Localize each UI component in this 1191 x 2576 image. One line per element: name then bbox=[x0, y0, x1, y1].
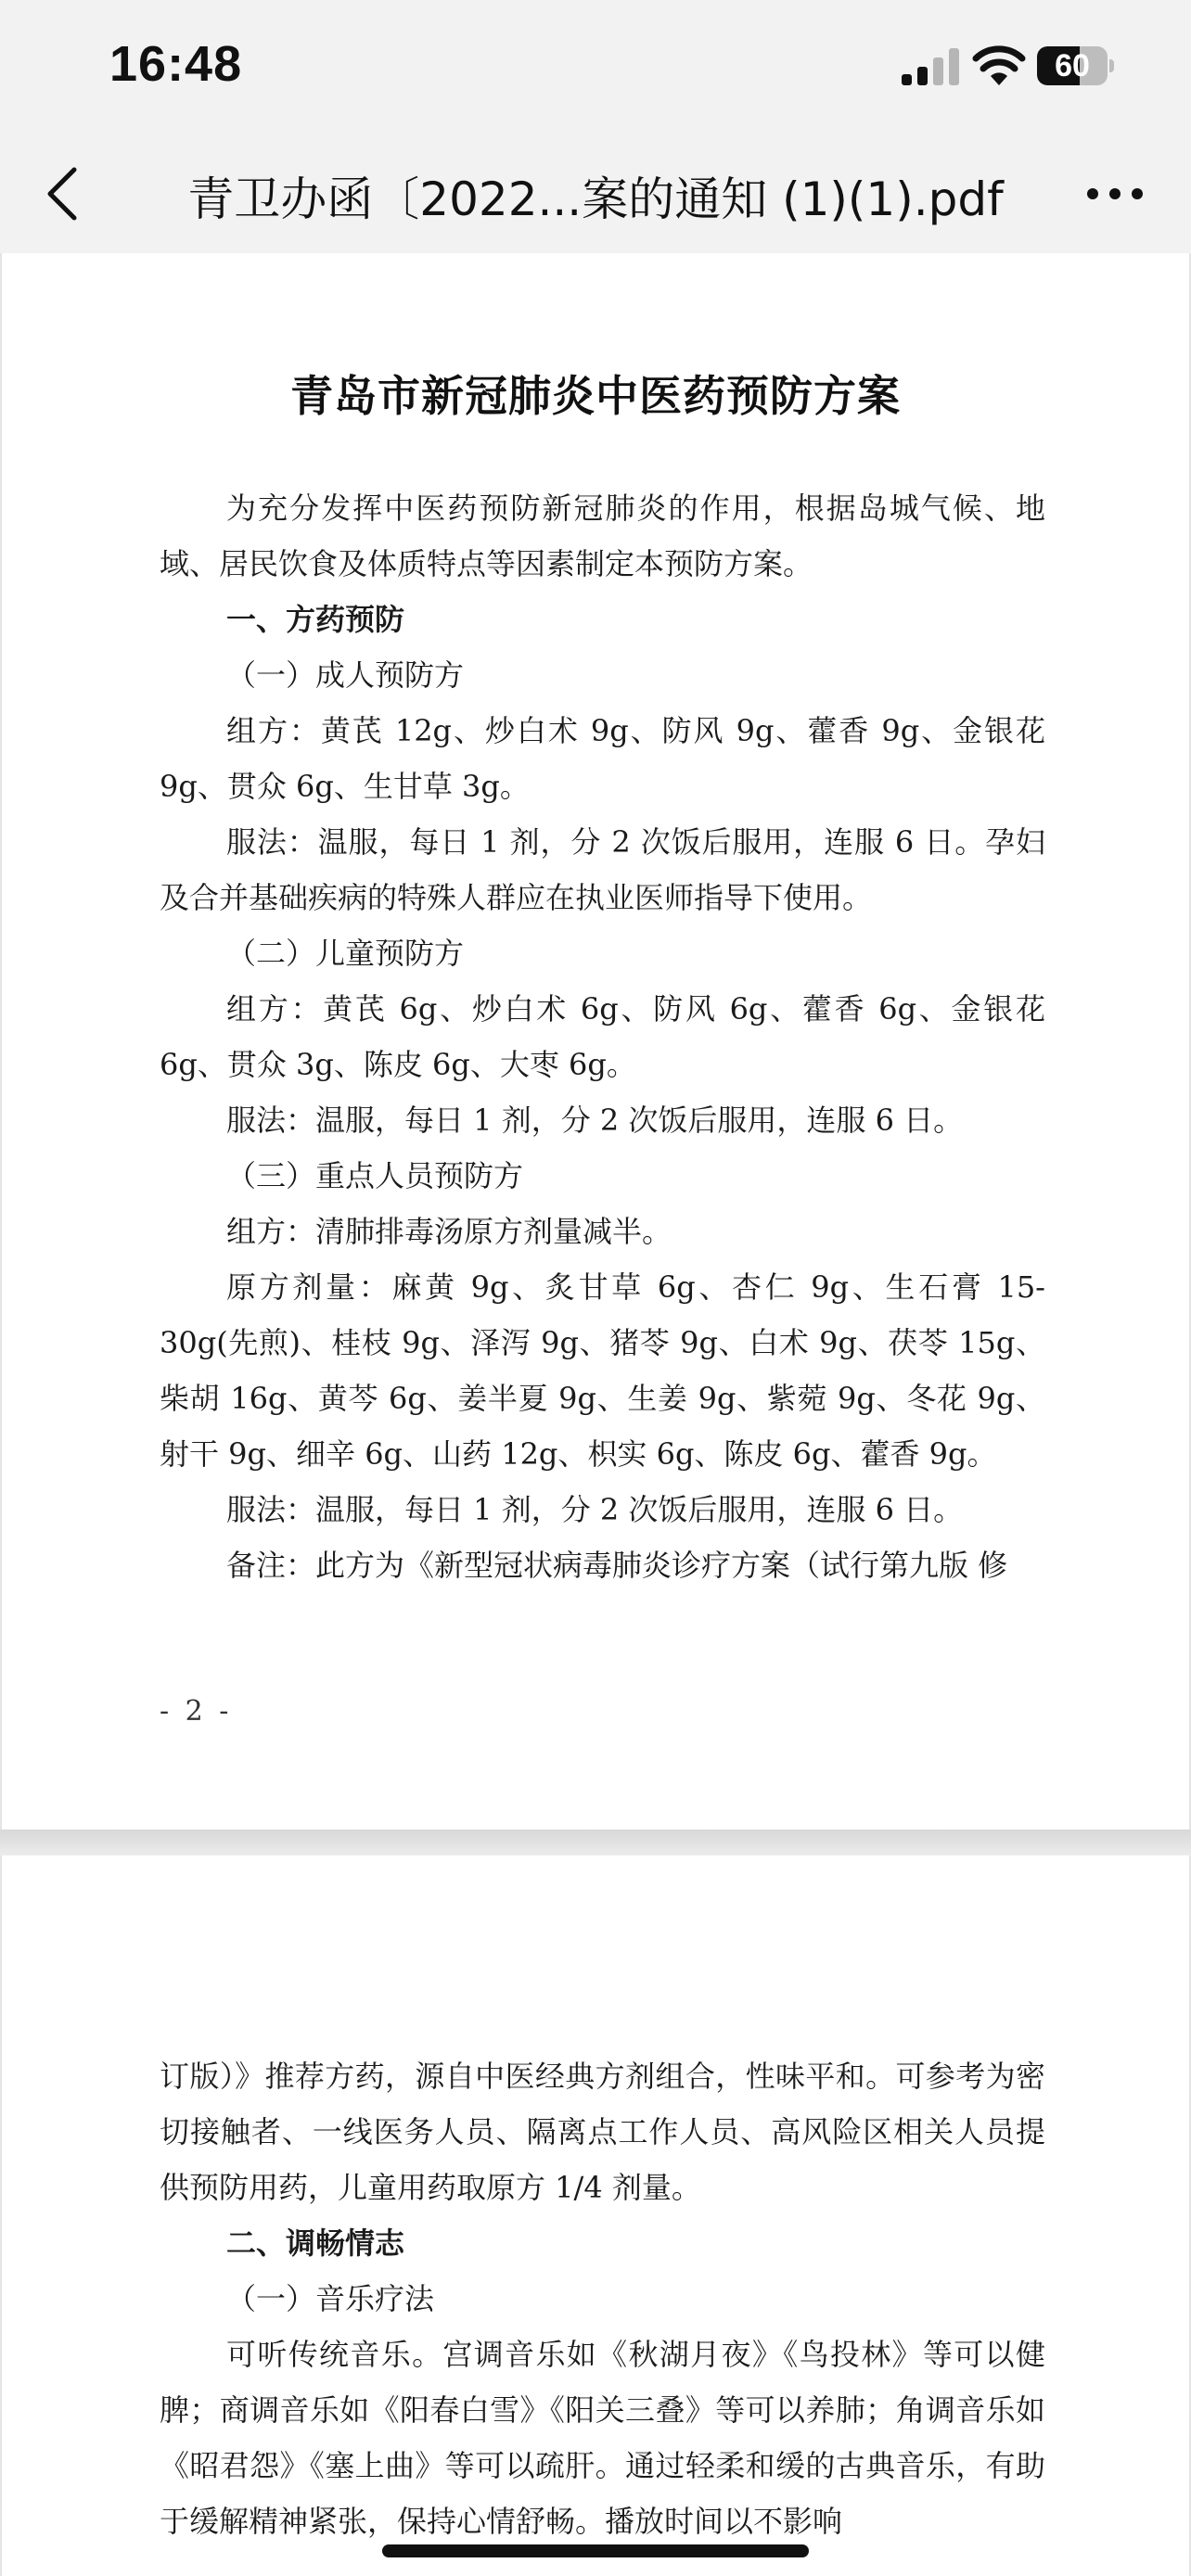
nav-bar bbox=[0, 134, 1191, 253]
note-paragraph: 备注：此方为《新型冠状病毒肺炎诊疗方案（试行第九版 修 bbox=[226, 1548, 1008, 1583]
body-paragraph: 服法：温服，每日 1 剂，分 2 次饭后服用，连服 6 日。 bbox=[226, 1103, 964, 1138]
subsection-heading: （三）重点人员预防方 bbox=[226, 1158, 524, 1193]
body-paragraph: 服法：温服，每日 1 剂，分 2 次饭后服用，连服 6 日。 bbox=[226, 1492, 964, 1527]
pdf-viewer[interactable] bbox=[0, 253, 1191, 2576]
back-button[interactable] bbox=[28, 155, 106, 233]
body-paragraph: 可听传统音乐。宫调音乐如《秋湖月夜》《鸟投林》等可以健脾；商调音乐如《阳春白雪》《阳关三叠》等可以养肺；角调音乐如《昭君怨》《塞上曲》等可以疏肝。通过轻柔和缓的古典音乐，有助于缓解精神紧张，保持心情舒畅。播放时间以不影响 bbox=[160, 2337, 1045, 2539]
page-separator bbox=[0, 1830, 1191, 1855]
section-heading: 二、调畅情志 bbox=[226, 2225, 405, 2261]
body-paragraph: 组方：清肺排毒汤原方剂量减半。 bbox=[226, 1214, 672, 1249]
more-horizontal-icon bbox=[1076, 164, 1154, 223]
signal-icon bbox=[902, 48, 959, 85]
status-bar bbox=[0, 0, 1191, 134]
battery-icon bbox=[1037, 46, 1115, 85]
battery-level: 60 bbox=[1055, 48, 1090, 83]
body-paragraph: 服法：温服，每日 1 剂，分 2 次饭后服用，连服 6 日。孕妇及合并基础疾病的特殊人群应在执业医师指导下使用。 bbox=[160, 824, 1045, 915]
more-button[interactable] bbox=[1076, 164, 1154, 223]
wifi-icon bbox=[972, 45, 1026, 85]
chevron-left-icon bbox=[28, 155, 106, 233]
subsection-heading: （一）音乐疗法 bbox=[226, 2281, 435, 2316]
intro-paragraph: 为充分发挥中医药预防新冠肺炎的作用，根据岛城气候、地域、居民饮食及体质特点等因素制定本预防方案。 bbox=[160, 491, 1045, 581]
pdf-page bbox=[2, 1855, 1189, 2576]
document-title: 青卫办函〔2022...案的通知 (1)(1).pdf bbox=[187, 172, 1004, 226]
subsection-heading: （一）成人预防方 bbox=[226, 657, 465, 693]
subsection-heading: （二）儿童预防方 bbox=[226, 936, 465, 971]
status-time: 16:48 bbox=[109, 36, 243, 92]
body-paragraph: 组方：黄芪 6g、炒白术 6g、防风 6g、藿香 6g、金银花 6g、贯众 3g、陈皮 6g、大枣 6g。 bbox=[160, 991, 1045, 1082]
home-indicator[interactable] bbox=[382, 2544, 809, 2557]
pdf-page bbox=[2, 253, 1189, 1830]
body-paragraph: 组方：黄芪 12g、炒白术 9g、防风 9g、藿香 9g、金银花 9g、贯众 6g、生甘草 3g。 bbox=[160, 713, 1045, 804]
body-paragraph: 原方剂量：麻黄 9g、炙甘草 6g、杏仁 9g、生石膏 15-30g(先煎)、桂枝 9g、泽泻 9g、猪苓 9g、白术 9g、茯苓 15g、柴胡 16g、黄芩 6g、姜半夏 9g、生姜 9g、紫菀 9g、冬花 9g、射干 9g、细辛 6g、山药 12g、枳实 6g、陈皮 6g、藿香 9g。 bbox=[160, 1269, 1045, 1472]
body-paragraph: 订版）》推荐方药，源自中医经典方剂组合，性味平和。可参考为密切接触者、一线医务人员、隔离点工作人员、高风险区相关人员提供预防用药，儿童用药取原方 1/4 剂量。 bbox=[160, 2059, 1045, 2205]
page-title: 青岛市新冠肺炎中医药预防方案 bbox=[290, 371, 901, 421]
page-number: - 2 - bbox=[160, 1695, 233, 1728]
section-heading: 一、方药预防 bbox=[226, 602, 405, 637]
